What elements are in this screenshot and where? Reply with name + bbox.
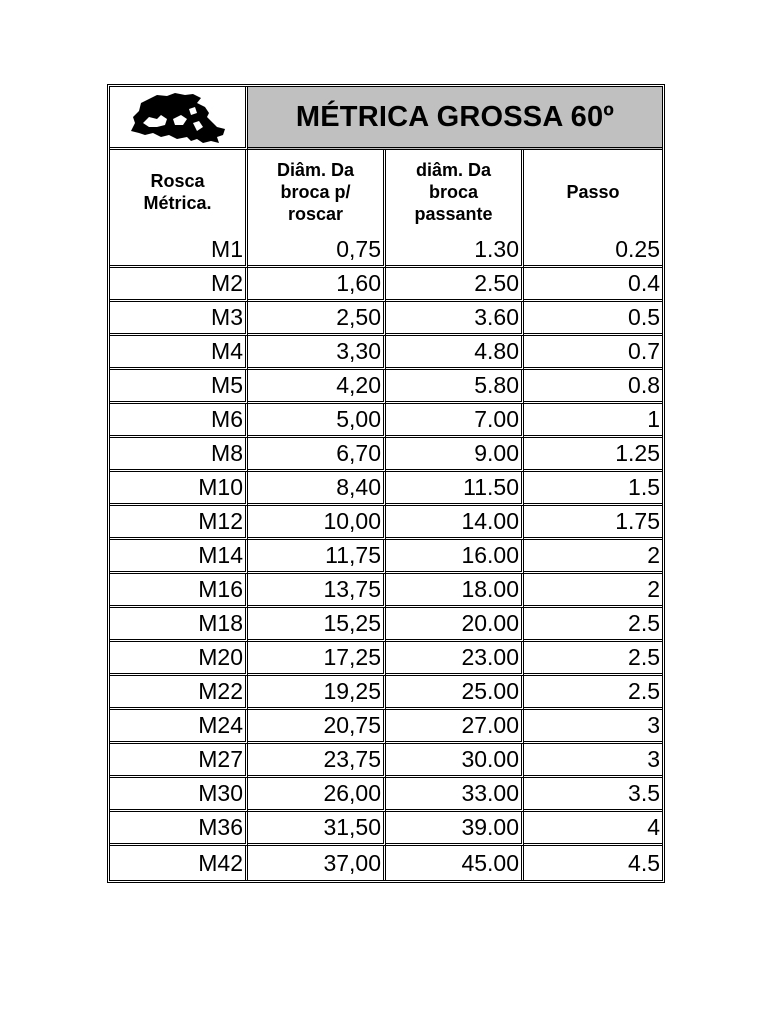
table-row xyxy=(110,438,662,472)
cell-clearance-drill: 11.50 xyxy=(386,472,524,506)
cell-tap-drill: 15,25 xyxy=(248,608,386,642)
cell-thread: M42 xyxy=(110,846,248,880)
cell-tap-drill: 19,25 xyxy=(248,676,386,710)
table-row xyxy=(110,642,662,676)
table-row xyxy=(110,608,662,642)
cell-pitch: 1 xyxy=(524,404,662,438)
cell-tap-drill: 4,20 xyxy=(248,370,386,404)
table-row xyxy=(110,574,662,608)
cell-thread: M2 xyxy=(110,268,248,302)
cell-clearance-drill: 1.30 xyxy=(386,234,524,268)
table-row xyxy=(110,540,662,574)
cell-clearance-drill: 2.50 xyxy=(386,268,524,302)
cell-pitch: 4.5 xyxy=(628,849,661,876)
cell-pitch: 3 xyxy=(524,744,662,778)
cell-thread: M16 xyxy=(110,574,248,608)
metric-thread-table xyxy=(107,84,665,883)
cell-clearance-drill: 5.80 xyxy=(386,370,524,404)
cell-thread: M10 xyxy=(110,472,248,506)
cell-pitch: 0.25 xyxy=(524,234,662,268)
table-row xyxy=(110,676,662,710)
cell-tap-drill: 8,40 xyxy=(248,472,386,506)
cell-pitch: 3.5 xyxy=(524,778,662,812)
cell-pitch: 0.5 xyxy=(524,302,662,336)
cell-tap-drill: 23,75 xyxy=(248,744,386,778)
cell-pitch: 2.5 xyxy=(524,608,662,642)
table-row xyxy=(110,404,662,438)
cell-clearance-drill: 30.00 xyxy=(386,744,524,778)
cell-tap-drill: 11,75 xyxy=(248,540,386,574)
cell-tap-drill: 3,30 xyxy=(248,336,386,370)
cell-clearance-drill: 14.00 xyxy=(386,506,524,540)
cell-thread: M27 xyxy=(110,744,248,778)
cell-thread: M18 xyxy=(110,608,248,642)
cell-thread: M36 xyxy=(110,812,248,846)
cell-clearance-drill: 7.00 xyxy=(386,404,524,438)
cell-thread: M30 xyxy=(110,778,248,812)
cell-thread: M20 xyxy=(110,642,248,676)
cell-thread: M5 xyxy=(110,370,248,404)
table-row xyxy=(110,744,662,778)
cell-tap-drill: 31,50 xyxy=(248,812,386,846)
cell-thread: M6 xyxy=(110,404,248,438)
cell-tap-drill: 6,70 xyxy=(248,438,386,472)
metric-thread-sheet xyxy=(107,84,659,884)
cell-pitch: 4 xyxy=(524,812,662,846)
cell-clearance-drill: 9.00 xyxy=(386,438,524,472)
header-pitch-label: Passo xyxy=(566,182,620,202)
cell-tap-drill: 13,75 xyxy=(248,574,386,608)
cell-thread: M12 xyxy=(110,506,248,540)
cell-clearance-drill: 20.00 xyxy=(386,608,524,642)
cell-pitch: 2 xyxy=(524,540,662,574)
cell-pitch: 0.8 xyxy=(524,370,662,404)
cell-thread: M8 xyxy=(110,438,248,472)
cell-clearance-drill: 39.00 xyxy=(386,812,524,846)
cell-pitch: 2.5 xyxy=(524,642,662,676)
cell-pitch: 2.5 xyxy=(524,676,662,710)
cell-pitch: 0.4 xyxy=(524,268,662,302)
cell-tap-drill: 0,75 xyxy=(248,234,386,268)
logo-cell xyxy=(110,87,248,150)
header-thread xyxy=(110,150,248,234)
table-row xyxy=(110,710,662,744)
table-row xyxy=(110,336,662,370)
cell-clearance-drill: 3.60 xyxy=(386,302,524,336)
header-row xyxy=(110,150,662,234)
table-row xyxy=(110,268,662,302)
cell-clearance-drill: 27.00 xyxy=(386,710,524,744)
cell-pitch: 1.5 xyxy=(524,472,662,506)
cell-clearance-drill: 23.00 xyxy=(386,642,524,676)
table-row xyxy=(110,778,662,812)
table-row xyxy=(110,846,662,880)
header-clearance-drill-label: diâm. Da broca passante xyxy=(414,160,493,224)
cell-thread: M4 xyxy=(110,336,248,370)
cell-thread: M1 xyxy=(110,234,248,268)
header-tap-drill xyxy=(248,150,386,234)
cell-pitch: 1.75 xyxy=(524,506,662,540)
table-row xyxy=(110,506,662,540)
cell-tap-drill: 17,25 xyxy=(248,642,386,676)
cell-tap-drill: 10,00 xyxy=(248,506,386,540)
cell-tap-drill: 37,00 xyxy=(248,846,386,880)
cell-tap-drill: 1,60 xyxy=(248,268,386,302)
header-pitch xyxy=(524,150,662,234)
state-map-silhouette-icon xyxy=(127,89,229,145)
cell-pitch: 1.25 xyxy=(524,438,662,472)
cell-clearance-drill: 4.80 xyxy=(386,336,524,370)
table-row xyxy=(110,234,662,268)
title-row xyxy=(110,87,662,150)
cell-clearance-drill: 45.00 xyxy=(386,846,524,880)
cell-pitch: 0.7 xyxy=(524,336,662,370)
cell-pitch: 3 xyxy=(524,710,662,744)
table-row xyxy=(110,472,662,506)
cell-clearance-drill: 33.00 xyxy=(386,778,524,812)
cell-tap-drill: 20,75 xyxy=(248,710,386,744)
cell-clearance-drill: 16.00 xyxy=(386,540,524,574)
cell-clearance-drill: 18.00 xyxy=(386,574,524,608)
header-tap-drill-label: Diâm. Da broca p/ roscar xyxy=(276,160,355,224)
cell-thread: M14 xyxy=(110,540,248,574)
cell-tap-drill: 26,00 xyxy=(248,778,386,812)
cell-thread: M22 xyxy=(110,676,248,710)
header-clearance-drill xyxy=(386,150,524,234)
cell-thread: M3 xyxy=(110,302,248,336)
cell-tap-drill: 2,50 xyxy=(248,302,386,336)
cell-tap-drill: 5,00 xyxy=(248,404,386,438)
table-row xyxy=(110,812,662,846)
table-row xyxy=(110,302,662,336)
cell-thread: M24 xyxy=(110,710,248,744)
header-thread-label: Rosca Métrica. xyxy=(143,171,212,213)
cell-pitch: 2 xyxy=(524,574,662,608)
table-body xyxy=(110,234,662,880)
table-row xyxy=(110,370,662,404)
cell-clearance-drill: 25.00 xyxy=(386,676,524,710)
table-title: MÉTRICA GROSSA 60º xyxy=(248,87,662,150)
